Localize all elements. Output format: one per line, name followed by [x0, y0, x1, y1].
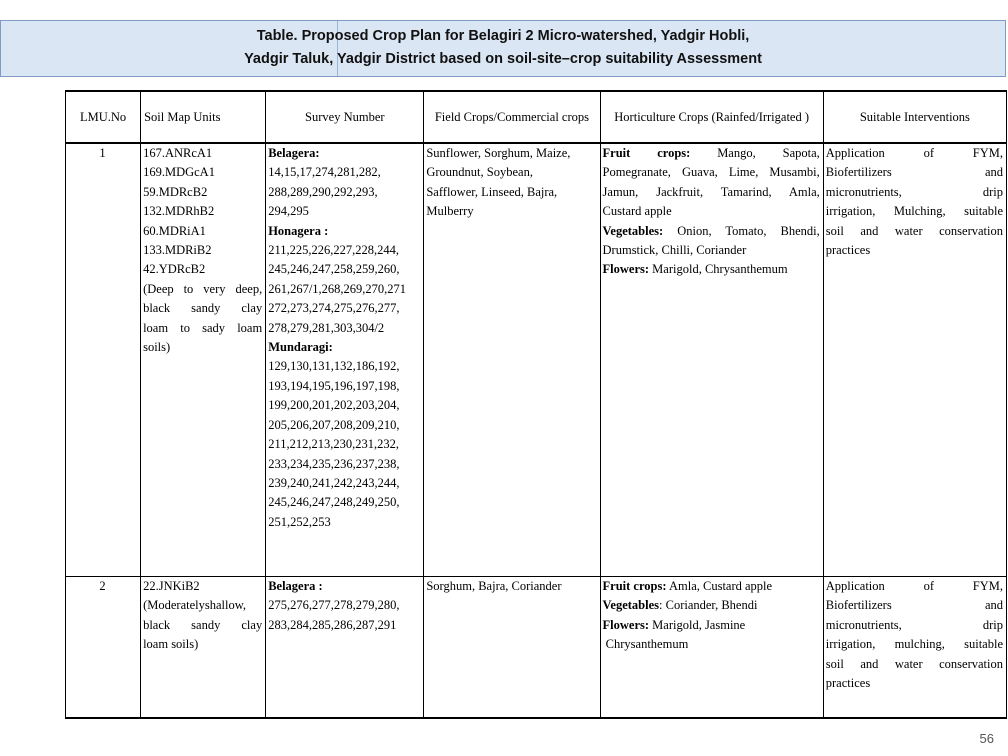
intervention-line: irrigation, Mulching, suitable — [825, 204, 1003, 219]
survey-numbers: 272,273,274,275,276,277, — [268, 301, 400, 316]
header-soil-map-units: Soil Map Units — [141, 91, 266, 143]
fruit-crops-label: Fruit crops: — [602, 579, 667, 593]
header-lmu: LMU.No — [66, 91, 141, 143]
vegetables-line: Vegetables: Coriander, Bhendi — [602, 598, 758, 613]
flowers-label: Flowers: — [602, 617, 650, 632]
survey-numbers: 275,276,277,278,279,280, — [268, 598, 400, 613]
intervention-line: Biofertilizers and — [825, 598, 1003, 613]
survey-number-cell — [266, 577, 424, 719]
survey-numbers: 14,15,17,274,281,282, — [268, 165, 381, 180]
survey-numbers: 211,225,226,227,228,244, — [268, 243, 399, 258]
flowers-line: Chrysanthemum — [605, 637, 689, 652]
survey-numbers: 288,289,290,292,293, — [268, 184, 378, 199]
vegetables-line: Drumstick, Chilli, Coriander — [602, 243, 747, 258]
soil-unit: 169.MDGcA1 — [143, 165, 215, 180]
intervention-line: practices — [825, 243, 871, 258]
survey-place: Honagera : — [268, 223, 329, 238]
field-crops-line: Safflower, Linseed, Bajra, — [426, 184, 558, 199]
header-field-crops: Field Crops/Commercial crops — [424, 91, 600, 143]
intervention-line: soil and water conservation — [825, 223, 1003, 238]
soil-unit: 133.MDRiB2 — [143, 243, 212, 258]
interventions-cell — [823, 577, 1006, 719]
soil-map-units-cell — [141, 577, 266, 719]
table-title-line-1: Table. Proposed Crop Plan for Belagiri 2 Micro-watershed, Yadgir Hobli, — [256, 28, 750, 44]
intervention-line: micronutrients, drip — [825, 184, 1003, 199]
soil-description: loam to sady loam — [143, 320, 263, 335]
crop-plan-table — [65, 90, 1007, 719]
vegetables-label: Vegetables: — [602, 223, 664, 238]
survey-number-cell — [266, 143, 424, 577]
intervention-line: Application of FYM, — [825, 146, 1003, 160]
interventions-cell — [823, 143, 1006, 577]
field-crops-line: Mulberry — [426, 204, 474, 219]
vegetables-line: Vegetables: Onion, Tomato, Bhendi, — [602, 223, 820, 238]
soil-unit: 132.MDRhB2 — [143, 204, 215, 219]
survey-numbers: 233,234,235,236,237,238, — [268, 456, 400, 471]
intervention-line: irrigation, mulching, suitable — [825, 637, 1003, 652]
soil-description: soils) — [143, 340, 171, 355]
intervention-line: micronutrients, drip — [825, 617, 1003, 632]
soil-description: (Deep to very deep, — [143, 281, 263, 296]
field-crops-line: Sunflower, Sorghum, Maize, — [426, 146, 571, 160]
title-banner — [0, 20, 1006, 77]
fruit-crops-line: Jamun, Jackfruit, Tamarind, Amla, — [602, 184, 820, 199]
soil-unit: 60.MDRiA1 — [143, 223, 206, 238]
survey-numbers: 129,130,131,132,186,192, — [268, 359, 400, 374]
intervention-line: Application of FYM, — [825, 579, 1003, 593]
field-crops-line: Groundnut, Soybean, — [426, 165, 533, 180]
header-horticulture: Horticulture Crops (Rainfed/Irrigated ) — [600, 91, 823, 143]
survey-numbers: 245,246,247,248,249,250, — [268, 495, 400, 510]
survey-numbers: 278,279,281,303,304/2 — [268, 320, 385, 335]
fruit-crops-line: Fruit crops: Amla, Custard apple — [602, 579, 773, 593]
intervention-line: practices — [825, 676, 871, 691]
soil-unit: 42.YDRcB2 — [143, 262, 206, 277]
survey-numbers: 239,240,241,242,243,244, — [268, 475, 400, 490]
fruit-crops-line: Custard apple — [602, 204, 672, 219]
horticulture-cell — [600, 577, 823, 719]
survey-place: Mundaragi: — [268, 340, 333, 355]
survey-numbers: 261,267/1,268,269,270,271 — [268, 281, 407, 296]
page-number: 56 — [979, 731, 994, 746]
fruit-crops-label: Fruit crops: — [602, 146, 691, 160]
soil-unit: 22.JNKiB2 — [143, 579, 200, 593]
field-crops-cell — [424, 577, 600, 719]
survey-numbers: 211,212,213,230,231,232, — [268, 437, 399, 452]
soil-description: (Moderatelyshallow, — [143, 598, 247, 613]
table-row — [66, 143, 1007, 577]
survey-place: Belagera: — [268, 146, 320, 160]
vegetables-label: Vegetables — [602, 598, 660, 613]
field-crops-cell — [424, 143, 600, 577]
horticulture-cell — [600, 143, 823, 577]
intervention-line: soil and water conservation — [825, 656, 1003, 671]
flowers-label: Flowers: — [602, 262, 650, 277]
survey-numbers: 245,246,247,258,259,260, — [268, 262, 400, 277]
lmu-number: 1 — [66, 143, 141, 577]
soil-description: black sandy clay — [143, 617, 263, 632]
survey-place: Belagera : — [268, 579, 323, 593]
flowers-line: Flowers: Marigold, Chrysanthemum — [602, 262, 788, 277]
header-interventions: Suitable Interventions — [823, 91, 1006, 143]
survey-numbers: 294,295 — [268, 204, 309, 219]
table-title-line-2: Yadgir Taluk, Yadgir District based on soil-site–crop suitability Assessment — [244, 51, 762, 67]
survey-numbers: 251,252,253 — [268, 514, 331, 529]
survey-numbers: 199,200,201,202,203,204, — [268, 398, 400, 413]
soil-description: black sandy clay — [143, 301, 263, 316]
header-survey-number: Survey Number — [266, 91, 424, 143]
soil-description: loam soils) — [143, 637, 199, 652]
soil-map-units-cell — [141, 143, 266, 577]
survey-numbers: 205,206,207,208,209,210, — [268, 417, 400, 432]
table-row — [66, 577, 1007, 719]
fruit-crops-line: Fruit crops: Mango, Sapota, — [602, 146, 820, 160]
fruit-crops-line: Pomegranate, Guava, Lime, Musambi, — [602, 165, 820, 180]
soil-unit: 167.ANRcA1 — [143, 146, 213, 160]
lmu-number: 2 — [66, 577, 141, 719]
field-crops-line: Sorghum, Bajra, Coriander — [426, 579, 562, 593]
intervention-line: Biofertilizers and — [825, 165, 1003, 180]
header-row — [66, 91, 1007, 143]
flowers-line: Flowers: Marigold, Jasmine — [602, 617, 746, 632]
soil-unit: 59.MDRcB2 — [143, 184, 208, 199]
survey-numbers: 193,194,195,196,197,198, — [268, 378, 400, 393]
survey-numbers: 283,284,285,286,287,291 — [268, 617, 397, 632]
